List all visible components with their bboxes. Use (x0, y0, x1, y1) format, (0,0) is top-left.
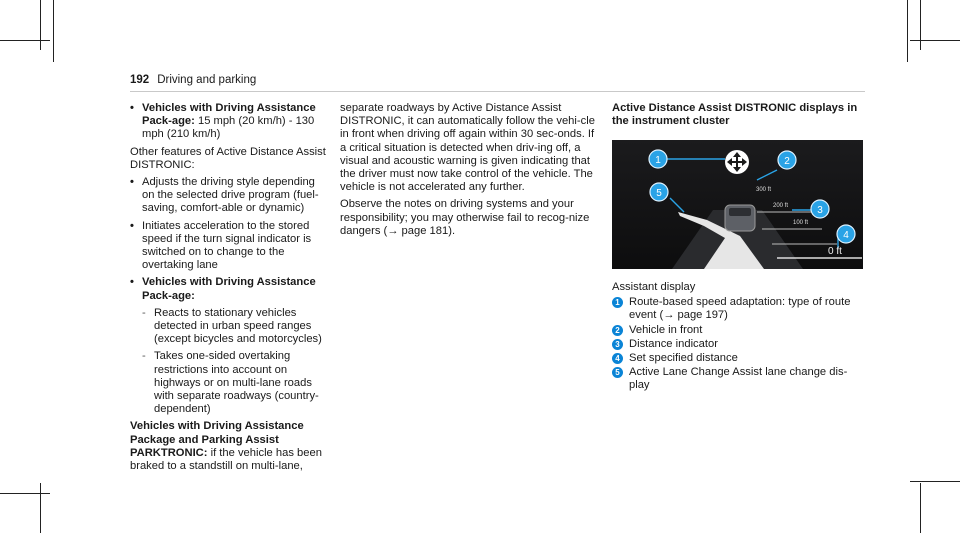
distance-label-100: 100 ft (793, 220, 809, 226)
section-heading: Active Distance Assist DISTRONIC displays in the instrument cluster (612, 102, 858, 128)
sub-list-item: - Takes one-sided overtaking restrictions into account on highways or on multi-lane roads with separate roadways (country-dependent) (130, 350, 330, 416)
header-rule (130, 91, 865, 92)
callout-leader (757, 170, 777, 180)
running-header (130, 74, 256, 86)
legend-item (612, 352, 867, 365)
paragraph-heading: Vehicles with Driving Assistance Package and Parking Assist PARKTRONIC: (130, 420, 304, 459)
column-3 (612, 102, 867, 132)
crop-mark (40, 483, 41, 533)
bullet-heading: Vehicles with Driving Assistance Pack-age: (142, 102, 316, 128)
crop-mark (907, 0, 908, 62)
sub-list-item: - Reacts to stationary vehicles detected in urban speed ranges (except bicycles and motorcycles) (130, 307, 330, 347)
page-number: 192 (130, 74, 150, 86)
crop-mark (910, 40, 960, 41)
crop-mark (920, 483, 921, 533)
legend-item (612, 324, 867, 337)
crop-mark (53, 0, 54, 62)
cluster-graphic (612, 140, 863, 269)
instrument-cluster-image (612, 140, 863, 269)
figure-caption: Assistant display (612, 281, 696, 293)
legend-item (612, 296, 867, 322)
legend-number: 3 (612, 339, 623, 350)
legend-number: 5 (612, 367, 623, 378)
crop-mark (0, 40, 50, 41)
callout-number: 5 (656, 188, 662, 199)
distance-label-300: 300 ft (756, 187, 772, 193)
list-item: • Initiates acceleration to the stored speed if the turn signal indicator is switched on to change to the overtaking lane (130, 220, 330, 273)
legend-text: Distance indicator (629, 337, 718, 350)
legend (612, 281, 867, 394)
list-item: • Vehicles with Driving Assistance Pack-age: (130, 276, 330, 302)
legend-number: 1 (612, 297, 623, 308)
callout-number: 3 (817, 205, 823, 216)
callout-number: 1 (655, 155, 661, 166)
crop-mark (910, 481, 960, 482)
bullet-text: 15 mph (20 km/h) - 130 mph (210 km/h) (142, 115, 315, 141)
section-title: Driving and parking (157, 74, 257, 86)
callout-number: 2 (784, 156, 790, 167)
legend-text: Route-based speed adaptation: type of route event (→ page 197) (629, 296, 851, 322)
legend-number: 2 (612, 325, 623, 336)
legend-text: Set specified distance (629, 352, 738, 365)
legend-text: Active Lane Change Assist lane change dis-play (629, 366, 848, 392)
set-distance-label: 0 ft (828, 246, 842, 257)
paragraph (130, 420, 330, 473)
distance-label-200: 200 ft (773, 203, 789, 209)
callout-number: 4 (843, 230, 849, 241)
crop-mark (0, 493, 50, 494)
legend-text: Vehicle in front (629, 323, 703, 336)
paragraph: Other features of Active Distance Assist DISTRONIC: (130, 145, 326, 171)
legend-number: 4 (612, 353, 623, 364)
column-1 (130, 102, 330, 477)
legend-item (612, 366, 867, 392)
vehicle-window (729, 208, 751, 216)
list-item: • Adjusts the driving style depending on the selected drive program (fuel-saving, comfort-able or dynamic) (130, 176, 330, 216)
legend-item (612, 338, 867, 351)
paragraph-text: if the vehicle has been braked to a standstill on multi-lane, (130, 446, 322, 473)
crop-mark (40, 0, 41, 50)
callout-leader (670, 198, 684, 212)
crop-mark (920, 0, 921, 50)
column-2 (340, 102, 595, 242)
list-item (130, 102, 330, 142)
paragraph: separate roadways by Active Distance Assist DISTRONIC, it can automatically follow the vehi-cle in front when driving off again within 30 sec-onds. If a critical situation is detected when driv-ing off, a visual and acoustic warning is given indicating that the driver must now take control of the vehicle. The vehicle is not accelerated any further. (340, 102, 595, 194)
paragraph: Observe the notes on driving systems and your responsibility; you may otherwise fail to recog-nize dangers (→ page 181). (340, 198, 590, 237)
